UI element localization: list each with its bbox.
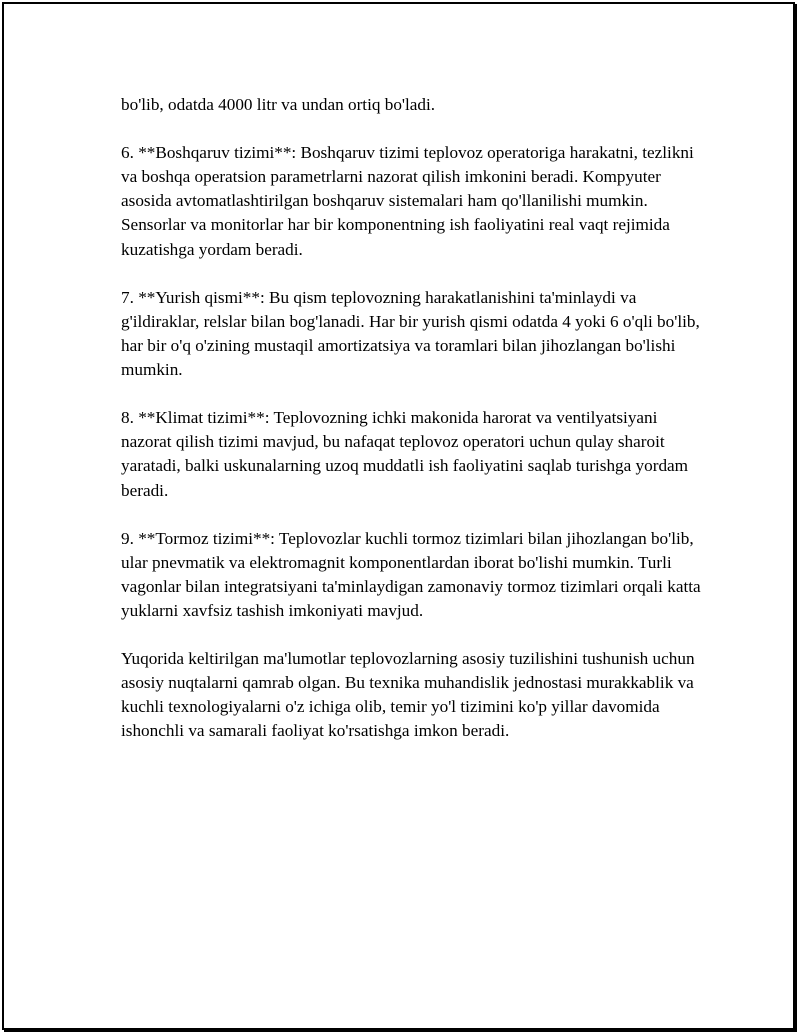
paragraph-brake-system: 9. **Tormoz tizimi**: Teplovozlar kuchli tormoz tizimlari bilan jihozlangan bo'lib, ular pnevmatik va elektromagnit komponentlardan iborat bo'lishi mumkin. Turli vagonlar bilan integratsiyani ta'minlaydigan zamonaviy tormoz tizimlari orqali katta yuklarni xavfsiz tashish imkoniyati mavjud. [121,528,701,620]
paragraph-climate-system: 8. **Klimat tizimi**: Teplovozning ichki makonida harorat va ventilyatsiyani nazorat qilish tizimi mavjud, bu nafaqat teplovoz operatori uchun qulay sharoit yaratadi, balki uskunalarning uzoq muddatli ish faoliyatini saqlab turishga yordam beradi. [121,408,689,500]
paragraph-running-gear: 7. **Yurish qismi**: Bu qism teplovozning harakatlanishini ta'minlaydi va g'ildiraklar, relslar bilan bog'lanadi. Har bir yurish qismi odatda 4 yoki 6 o'qli bo'lib, har bir o'q o'zining mustaqil amortizatsiya va toramlari bilan jihozlangan bo'lishi mumkin. [121,287,700,380]
paragraph-control-system: 6. **Boshqaruv tizimi**: Boshqaruv tizimi teplovoz operatoriga harakatni, tezlikni va boshqa operatsion parametrlarni nazorat qilish imkonini beradi. Kompyuter asosida avtomatlashtirilgan boshqaruv sistemalari ham qo'llanilishi mumkin. Sensorlar va monitorlar har bir komponentning ish faoliyatini real vaqt rejimida kuzatishga yordam beradi. [121,143,694,259]
page-frame [2,2,795,1030]
document-body [121,93,701,744]
paragraph-continuation: bo'lib, odatda 4000 litr va undan ortiq bo'ladi. [121,95,436,114]
paragraph-conclusion: Yuqorida keltirilgan ma'lumotlar teplovozlarning asosiy tuzilishini tushunish uchun asosiy nuqtalarni qamrab olgan. Bu texnika muhandislik jednostasi murakkablik va kuchli texnologiyalarni o'z ichiga olib, temir yo'l tizimini ko'p yillar davomida ishonchli va samarali faoliyat ko'rsatishga imkon beradi. [121,649,695,741]
